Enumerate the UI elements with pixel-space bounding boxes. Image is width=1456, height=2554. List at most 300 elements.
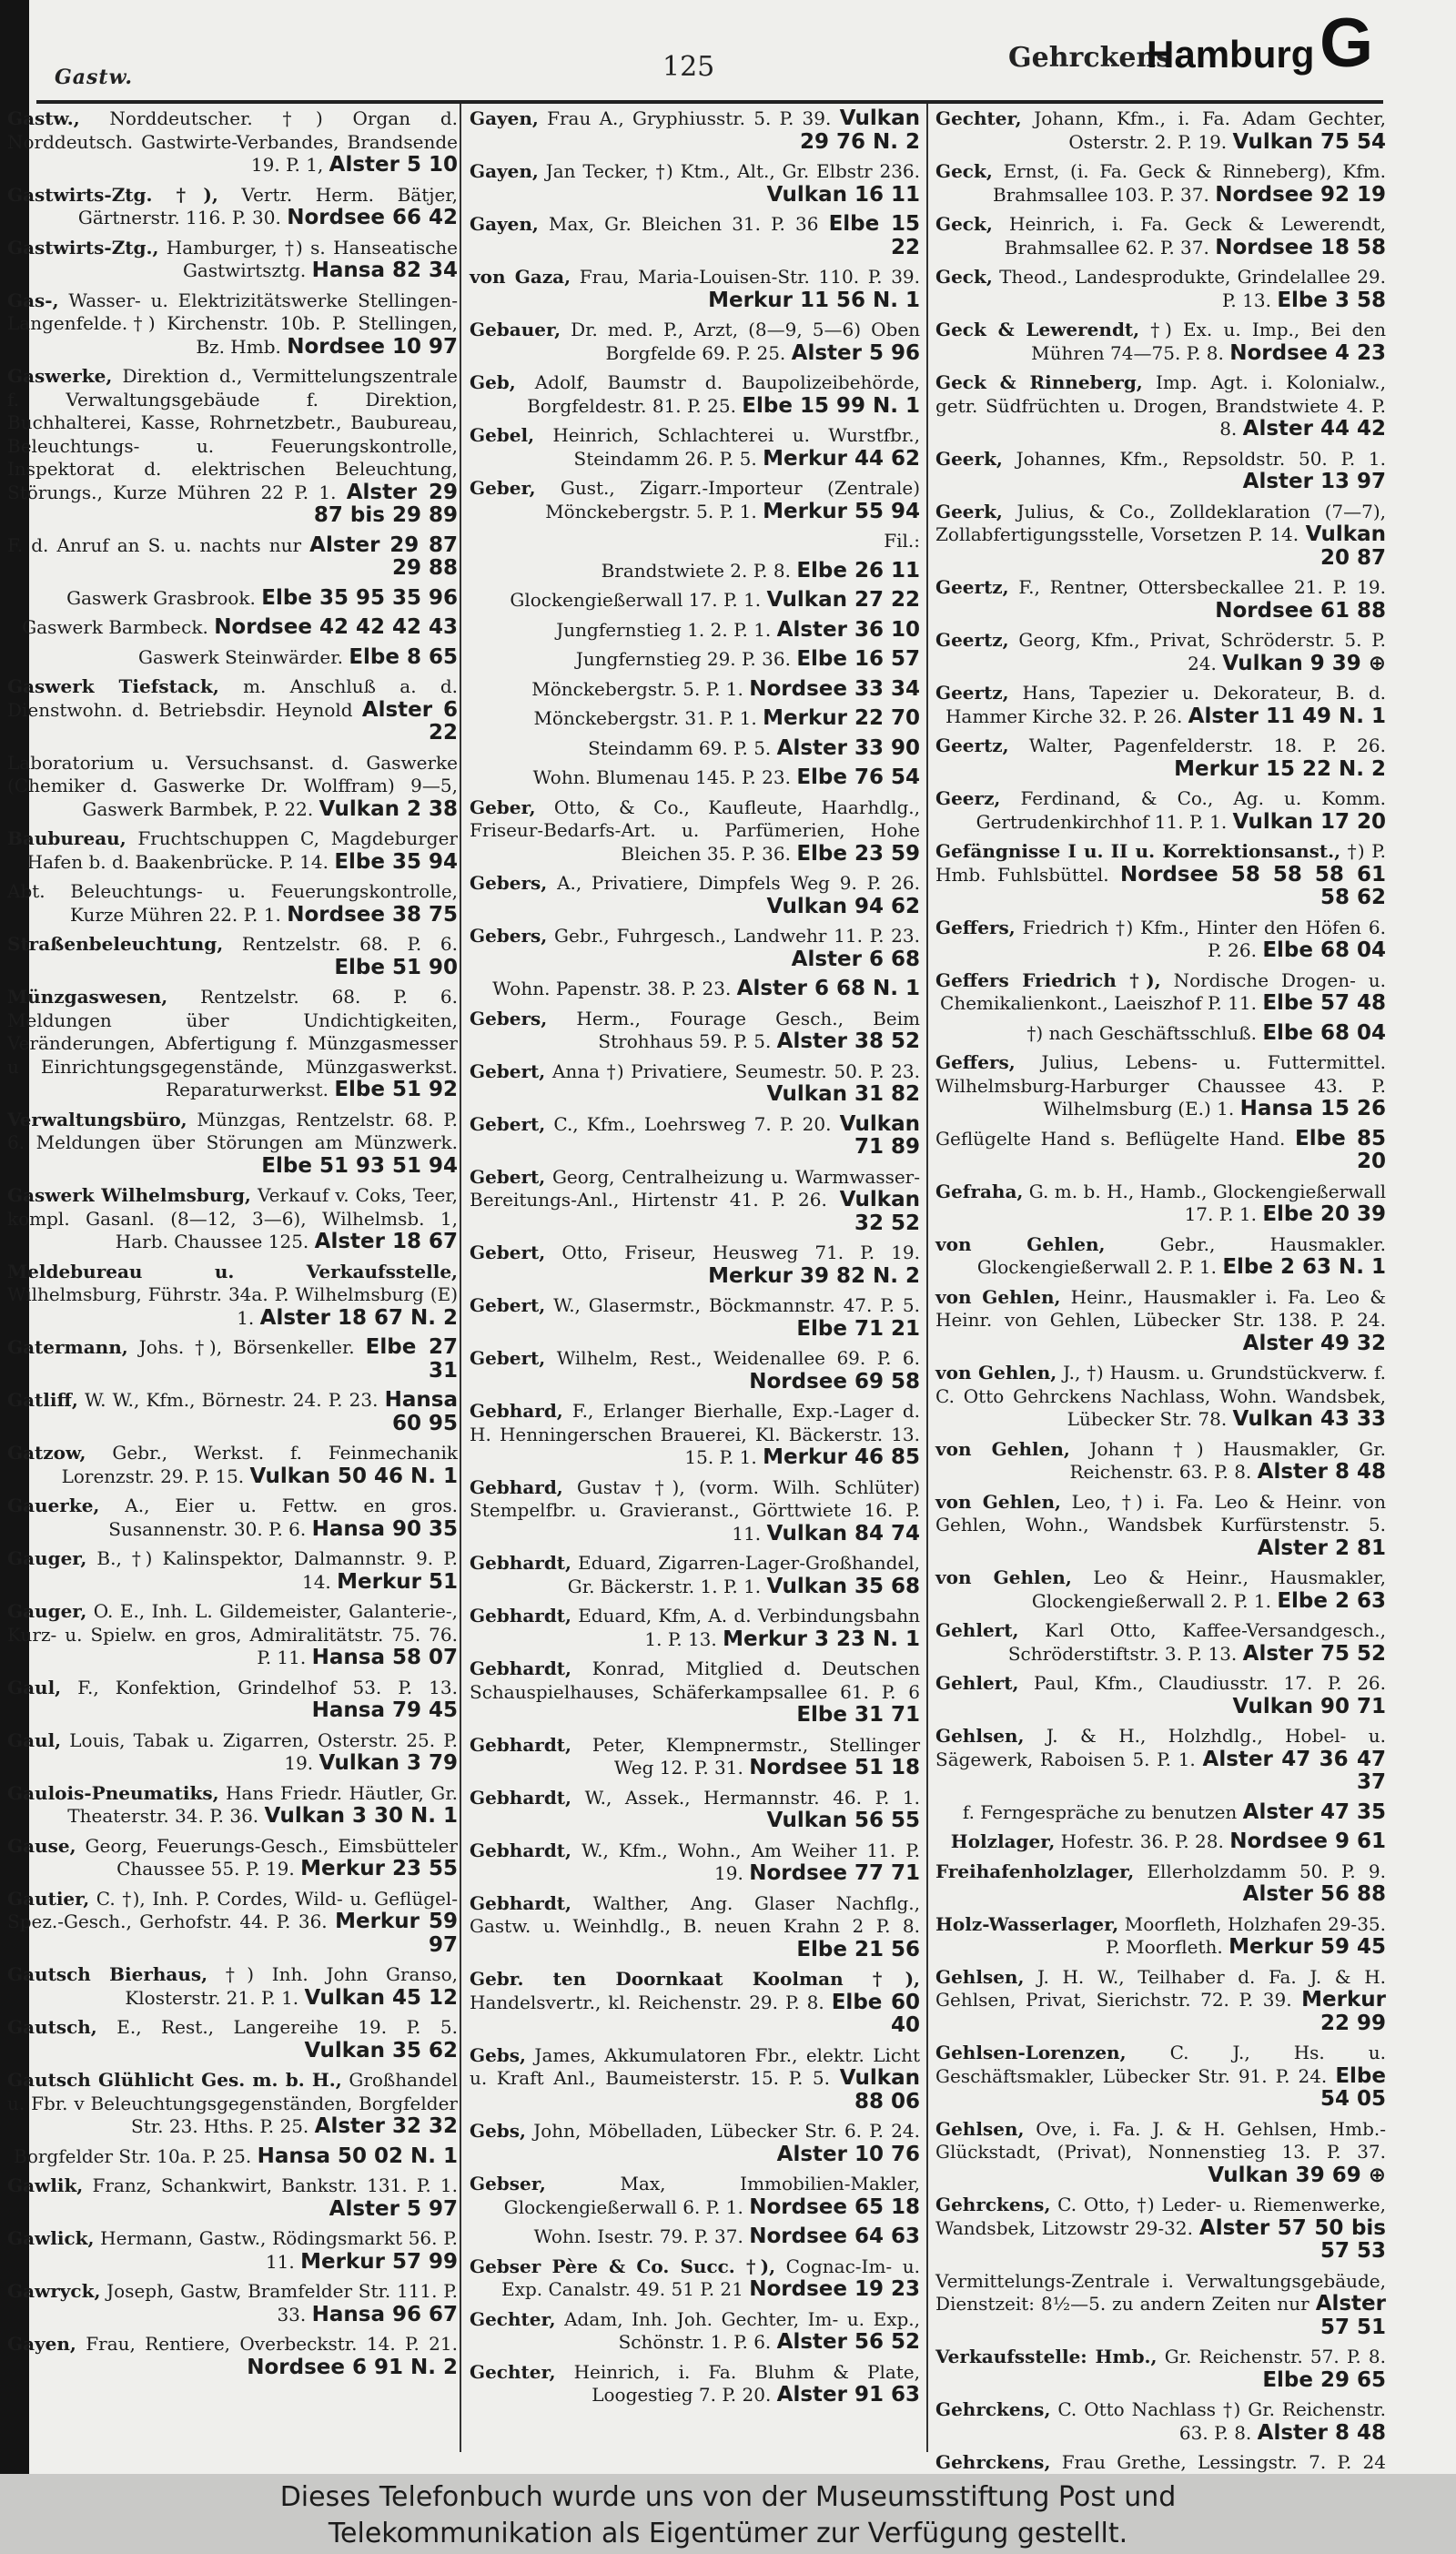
directory-entry: Laboratorium u. Versuchsanst. d. Gaswerke (Chemiker d. Gaswerke Dr. Wolffram) 9—5, Gaswerk Barmbek, P. 22. Vulkan 2 38 (7, 751, 458, 821)
entry-phone-number: Merkur 11 56 N. 1 (708, 288, 920, 312)
entry-phone-number: Vulkan 20 87 (1305, 522, 1386, 570)
entry-phone-number: Elbe 16 57 (796, 647, 920, 671)
entry-name: Gebert, (470, 1347, 546, 1369)
entry-phone-number: Elbe 68 04 (1262, 1020, 1386, 1045)
entry-name: Gebers, (470, 925, 548, 947)
directory-entry: Holzlager, Hofestr. 36. P. 28. Nordsee 9 61 (950, 1829, 1386, 1853)
entry-name: Gebel, (470, 424, 535, 446)
directory-entry: Jungfernstieg 29. P. 36. Elbe 16 57 (575, 647, 920, 671)
entry-phone-number: Elbe 51 92 (334, 1078, 458, 1101)
entry-phone-number: Merkur 3 23 N. 1 (723, 1627, 920, 1651)
entry-name: Gawlik, (7, 2174, 84, 2196)
entry-phone-number: Hansa 90 35 (311, 1516, 458, 1541)
directory-entry: Gaulois-Pneumatiks, Hans Friedr. Häutler, Gr. Theaterstr. 34. P. 36. Vulkan 3 30 N. 1 (7, 1781, 458, 1828)
entry-phone-number: Nordsee 38 75 (287, 902, 458, 927)
entry-name: Gaswerke, (7, 365, 113, 387)
directory-entry: Geck, Ernst, (i. Fa. Geck & Rinneberg), Kfm. Brahmsallee 103. P. 37. Nordsee 92 19 (935, 160, 1386, 207)
entry-name: Geerk, (935, 447, 1003, 470)
entry-phone-number: Vulkan 45 12 (304, 1985, 458, 2010)
entry-phone-number: Vulkan 9 39 ⊕ (1222, 651, 1386, 675)
entry-phone-number: Vulkan 3 30 N. 1 (264, 1804, 458, 1828)
entry-phone-number: Merkur 59 97 (335, 1910, 458, 1957)
directory-entry: Abt. Beleuchtungs- u. Feuerungskontrolle, Kurze Mühren 22. P. 1. Nordsee 38 75 (7, 880, 458, 927)
directory-entry: Wohn. Isestr. 79. P. 37. Nordsee 64 63 (533, 2225, 920, 2248)
entry-phone-number: Vulkan 90 71 (1232, 1694, 1386, 1718)
directory-entry: Geck & Rinneberg, Imp. Agt. i. Kolonialw., getr. Südfrüchten u. Drogen, Brandstwiete 4. P. 8. Alster 44 42 (935, 371, 1386, 441)
entry-phone-number: Vulkan 17 20 (1232, 809, 1386, 834)
entry-name: Gastwirts-Ztg., (7, 236, 159, 258)
footer-line-1: Dieses Telefonbuch wurde uns von der Museumsstiftung Post und (279, 2481, 1177, 2513)
directory-entry: Mönckebergstr. 31. P. 1. Merkur 22 70 (533, 706, 920, 730)
directory-entry: Gefraha, G. m. b. H., Hamb., Glockengießerwall 17. P. 1. Elbe 20 39 (935, 1180, 1386, 1226)
entry-phone-number: Alster 47 36 47 37 (1202, 1747, 1386, 1794)
entry-name: Gebert, (470, 1294, 546, 1316)
entry-name: Straßenbeleuchtung, (7, 933, 224, 955)
directory-entry: Gawlick, Hermann, Gastw., Rödingsmarkt 56. P. 11. Merkur 57 99 (7, 2227, 458, 2274)
directory-entry: Gaswerk Wilhelmsburg, Verkauf v. Coks, Teer, kompl. Gasanl. (8—12, 3—6), Wilhelmsb. 1, Harb. Chaussee 125. Alster 18 67 (7, 1184, 459, 1253)
entry-phone-number: Elbe 76 54 (796, 765, 920, 789)
directory-entry: Gebauer, Dr. med. P., Arzt, (8—9, 5—6) Oben Borgfelde 69. P. 25. Alster 5 96 (470, 319, 920, 365)
directory-entry: Gauger, B., †) Kalinspektor, Dalmannstr. 9. P. 14. Merkur 51 (7, 1547, 458, 1594)
entry-name: Gebers, (470, 1007, 548, 1029)
entry-phone-number: Merkur 55 94 (763, 499, 920, 523)
entry-phone-number: Alster 6 68 N. 1 (736, 977, 920, 1000)
entry-phone-number: Elbe 57 48 (1262, 991, 1386, 1015)
entry-phone-number: Vulkan 16 11 (766, 182, 920, 207)
entry-phone-number: Hansa 58 07 (311, 1646, 458, 1669)
entry-name: Verkaufsstelle: Hmb., (935, 2346, 1158, 2367)
entry-phone-number: Hansa 82 34 (311, 258, 458, 282)
entry-phone-number: Merkur 23 55 (300, 1857, 458, 1880)
entry-phone-number: Hansa 60 95 (384, 1388, 458, 1435)
directory-entry: Gatermann, Johs. †), Börsenkeller. Elbe 27 31 (7, 1335, 458, 1383)
entry-phone-number: Nordsee 33 34 (749, 676, 920, 701)
entry-name: Gebert, (470, 1242, 546, 1263)
entry-phone-number: Alster 6 22 (361, 697, 458, 745)
directory-entry: Fil.: (884, 530, 920, 552)
entry-phone-number: Alster 38 52 (776, 1029, 920, 1053)
entry-name: Gautsch Bierhaus, (7, 1963, 208, 1985)
entry-phone-number: Elbe 27 31 (365, 1335, 458, 1383)
directory-entry: Gebert, Otto, Friseur, Heusweg 71. P. 19. Merkur 39 82 N. 2 (470, 1242, 920, 1288)
directory-entry: Gas-, Wasser- u. Elektrizitätswerke Stellingen-Langenfelde.†) Kirchenstr. 10b. P. Stellingen, Bz. Hmb. Nordsee 10 97 (7, 289, 458, 359)
directory-entry: Gebs, John, Möbelladen, Lübecker Str. 6. P. 24. Alster 10 76 (470, 2120, 920, 2166)
entry-name: Geck, (935, 213, 993, 235)
entry-name: Gebhardt, (470, 1786, 572, 1809)
entry-phone-number: Alster 44 42 (1242, 417, 1386, 441)
entry-name: Gechter, (470, 2307, 556, 2330)
directory-entry: Gebhardt, Konrad, Mitglied d. Deutschen Schauspielhauses, Schäferkampsallee 61. P. 6 Elbe 31 71 (470, 1657, 920, 1727)
directory-entry: von Gehlen, J., †) Hausm. u. Grundstückverw. f. C. Otto Gehrckens Nachlass, Wohn. Wandsbek, Lübecker Str. 78. Vulkan 43 33 (935, 1362, 1386, 1431)
entry-phone-number: Elbe 15 22 (828, 212, 920, 259)
directory-entry: Münzgaswesen, Rentzelstr. 68. P. 6. Meldungen über Undichtigkeiten, Veränderungen, Abfertigung f. Münzgasmesser u Einrichtungsgegenstände, Münzgaswerkst. Reparaturwerkst. Elbe 51 92 (7, 986, 458, 1101)
directory-entry: Holz-Wasserlager, Moorfleth, Holzhafen 29-35. P. Moorfleth. Merkur 59 45 (935, 1912, 1386, 1959)
entry-phone-number: Alster 11 49 N. 1 (1188, 704, 1386, 728)
entry-phone-number: Nordsee 42 42 42 43 (214, 615, 458, 639)
entry-name: Gebhardt, (470, 1552, 572, 1574)
entry-phone-number: Alster 29 87 29 88 (309, 532, 458, 580)
directory-entry: Gebert, Georg, Centralheizung u. Warmwasser-Bereitungs-Anl., Hirtenstr 41. P. 26. Vulkan 32 52 (470, 1165, 920, 1235)
directory-entry: Gastw., Norddeutscher. †) Organ d. Norddeutsch. Gastwirte-Verbandes, Brandsende 19. P. 1, Alster 5 10 (7, 107, 458, 177)
directory-entry: Gaswerk Barmbeck. Nordsee 42 42 42 43 (22, 615, 458, 639)
entry-name: Freihafenholzlager, (935, 1860, 1135, 1882)
directory-entry: Gechter, Adam, Inh. Joh. Gechter, Im- u. Exp., Schönstr. 1. P. 6. Alster 56 52 (470, 2307, 920, 2354)
entry-phone-number: Alster 57 51 (1315, 2292, 1386, 2339)
entry-phone-number: Vulkan 31 82 (766, 1082, 920, 1106)
entry-name: Geertz, (935, 629, 1009, 651)
directory-entry: Baubureau, Fruchtschuppen C, Magdeburger Hafen b. d. Baakenbrücke. P. 14. Elbe 35 94 (7, 827, 458, 874)
entry-name: Gause, (7, 1834, 76, 1857)
entry-name: Gatliff, (7, 1389, 78, 1411)
header-rule (36, 100, 1383, 104)
directory-entry: von Gehlen, Heinr., Hausmakler i. Fa. Leo & Heinr. von Gehlen, Lübecker Str. 138. P. 24. Alster 49 32 (935, 1285, 1387, 1355)
entry-name: Gebs, (470, 2043, 527, 2066)
directory-entry: Gehlsen, Ove, i. Fa. J. & H. Gehlsen, Hmb.-Glückstadt, (Privat), Nonnenstieg 13. P. 37. Vulkan 39 69 ⊕ (935, 2117, 1386, 2187)
directory-entry: Gatzow, Gebr., Werkst. f. Feinmechanik Lorenzstr. 29. P. 15. Vulkan 50 46 N. 1 (7, 1442, 458, 1488)
directory-entry: Gayen, Frau A., Gryphiusstr. 5. P. 39. Vulkan 29 76 N. 2 (470, 106, 920, 154)
entry-phone-number: Vulkan 84 74 (766, 1521, 920, 1546)
entry-name: Gebhardt, (470, 1657, 572, 1679)
entry-name: Gautsch, (7, 2016, 97, 2038)
entry-name: Gehrckens, (935, 2194, 1051, 2215)
entry-name: Gebert, (470, 1059, 546, 1082)
directory-entry: Geck & Lewerendt, †) Ex. u. Imp., Bei den Mühren 74—75. P. 8. Nordsee 4 23 (935, 319, 1386, 365)
entry-phone-number: Merkur 57 99 (300, 2249, 458, 2274)
directory-entry: Geertz, Georg, Kfm., Privat, Schröderstr. 5. P. 24. Vulkan 9 39 ⊕ (935, 629, 1386, 675)
entry-phone-number: Vulkan 32 52 (839, 1188, 920, 1235)
entry-name: von Gehlen, (935, 1490, 1061, 1513)
entry-phone-number: Nordsee 58 58 58 61 58 62 (1120, 862, 1386, 909)
entry-name: Gebers, (470, 872, 548, 894)
directory-entry: Gehlsen, J. & H., Holzhdlg., Hobel- u. Sägewerk, Raboisen 5. P. 1. Alster 47 36 47 37 (935, 1725, 1386, 1794)
entry-phone-number: Alster 57 50 bis 57 53 (1198, 2215, 1386, 2263)
directory-entry: Brandstwiete 2. P. 8. Elbe 26 11 (601, 558, 920, 583)
directory-entry: Gaul, Louis, Tabak u. Zigarren, Osterstr. 25. P. 19. Vulkan 3 79 (7, 1728, 458, 1775)
entry-name: Gauger, (7, 1547, 87, 1569)
entry-name: Gebauer, (470, 319, 561, 340)
column-divider (926, 104, 928, 2452)
entry-phone-number: Alster 6 68 (791, 947, 920, 971)
entry-name: Geber, (470, 796, 536, 818)
entry-phone-number: Alster 47 35 (1242, 1799, 1386, 1824)
directory-entry: Gebhardt, Peter, Klempnermstr., Stellinger Weg 12. P. 31. Nordsee 51 18 (470, 1733, 920, 1779)
directory-entry: Geertz, Hans, Tapezier u. Dekorateur, B. d. Hammer Kirche 32. P. 26. Alster 11 49 N. 1 (935, 682, 1386, 728)
entry-name: Gaul, (7, 1676, 62, 1698)
directory-entry: Gebhardt, W., Assek., Hermannstr. 46. P. 1. Vulkan 56 55 (470, 1786, 920, 1832)
directory-entry: Gayen, Max, Gr. Bleichen 31. P. 36 Elbe 15 22 (470, 212, 920, 259)
directory-entry: Gause, Georg, Feuerungs-Gesch., Eimsbütteler Chaussee 55. P. 19. Merkur 23 55 (7, 1834, 458, 1880)
entry-name: Verwaltungsbüro, (7, 1108, 187, 1130)
entry-name: Gehrckens, (935, 2451, 1051, 2473)
entry-phone-number: Vulkan 27 22 (766, 588, 920, 612)
entry-phone-number: Vulkan 3 79 (318, 1751, 458, 1775)
entry-name: Gastwirts-Ztg. †), (7, 183, 218, 206)
directory-entry: Steindamm 69. P. 5. Alster 33 90 (588, 735, 920, 760)
entry-phone-number: Vulkan 29 76 N. 2 (799, 106, 920, 154)
directory-entry: Gefängnisse I u. II u. Korrektionsanst., †) P. Hmb. Fuhlsbüttel. Nordsee 58 58 58 61 58 62 (935, 840, 1386, 909)
entry-phone-number: Merkur 46 85 (763, 1445, 920, 1469)
header-letter: G (1320, 5, 1374, 82)
entry-phone-number: Elbe 51 93 51 94 (261, 1153, 458, 1178)
directory-entry: Geber, Gust., Zigarr.-Importeur (Zentrale) Mönckebergstr. 5. P. 1. Merkur 55 94 (470, 477, 920, 523)
entry-name: von Gehlen, (935, 1566, 1072, 1588)
entry-name: Gechter, (935, 107, 1022, 129)
directory-entry: Gautier, C. †), Inh. P. Cordes, Wild- u. Geflügel-Spez.-Gesch., Gerhofstr. 44. P. 36. Merkur 59 97 (7, 1887, 458, 1957)
entry-phone-number: Elbe 8 65 (349, 644, 458, 669)
entry-name: Gebs, (470, 2120, 527, 2142)
directory-entry: Verwaltungsbüro, Münzgas, Rentzelstr. 68. P. 6. Meldungen über Störungen am Münzwerk. Elbe 51 93 51 94 (7, 1108, 458, 1178)
directory-entry: Geffers, Julius, Lebens- u. Futtermittel. Wilhelmsburg-Harburger Chaussee 43. P. Wilhelmsburg (E.) 1. Hansa 15 26 (935, 1051, 1386, 1120)
entry-phone-number: Merkur 22 70 (763, 706, 920, 730)
directory-entry: Gautsch, E., Rest., Langereihe 19. P. 5. Vulkan 35 62 (7, 2016, 458, 2062)
entry-name: Geck, (935, 160, 993, 182)
directory-entry: Geck, Heinrich, i. Fa. Geck & Lewerendt, Brahmsallee 62. P. 37. Nordsee 18 58 (935, 213, 1386, 259)
entry-phone-number: Merkur 22 99 (1301, 1988, 1386, 2035)
entry-name: Gayen, (7, 2333, 76, 2355)
entry-phone-number: Nordsee 9 61 (1229, 1829, 1386, 1853)
entry-phone-number: Nordsee 10 97 (287, 334, 458, 359)
entry-name: Gefraha, (935, 1180, 1024, 1202)
directory-entry: Gechter, Heinrich, i. Fa. Bluhm & Plate, Loogestieg 7. P. 20. Alster 91 63 (470, 2360, 920, 2407)
directory-entry: Mönckebergstr. 5. P. 1. Nordsee 33 34 (531, 676, 920, 701)
entry-phone-number: Nordsee 51 18 (749, 1756, 920, 1779)
directory-entry: von Gehlen, Leo, †) i. Fa. Leo & Heinr. von Gehlen, Wohn., Wandsbek Kurfürstenstr. 5. Alster 2 81 (935, 1490, 1386, 1560)
entry-name: Gatzow, (7, 1442, 86, 1464)
directory-entry: Gebert, Wilhelm, Rest., Weidenallee 69. P. 6. Nordsee 69 58 (470, 1347, 920, 1394)
entry-name: Gaulois-Pneumatiks, (7, 1781, 219, 1804)
directory-entry: Gechter, Johann, Kfm., i. Fa. Adam Gechter, Osterstr. 2. P. 19. Vulkan 75 54 (935, 107, 1386, 154)
directory-entry: Gawlik, Franz, Schankwirt, Bankstr. 131. P. 1. Alster 5 97 (7, 2174, 458, 2221)
entry-phone-number: Nordsee 92 19 (1215, 182, 1386, 207)
directory-entry: Geffers, Friedrich †) Kfm., Hinter den Höfen 6. P. 26. Elbe 68 04 (935, 916, 1386, 962)
directory-entry: Gautsch Glühlicht Ges. m. b. H., Großhandel u. Fbr. v Beleuchtungsgegenständen, Borgfelder Str. 23. Hths. P. 25. Alster 32 32 (7, 2069, 459, 2138)
entry-name: Gehlsen, (935, 2117, 1025, 2140)
directory-entry: Meldebureau u. Verkaufsstelle, Wilhelmsburg, Führstr. 34a. P. Wilhelmsburg (E) 1. Alster 18 67 N. 2 (7, 1260, 458, 1330)
entry-name: Gebhard, (470, 1400, 563, 1422)
entry-phone-number: Alster 2 81 (1257, 1535, 1386, 1560)
directory-entry: Freihafenholzlager, Ellerholzdamm 50. P. 9. Alster 56 88 (935, 1860, 1386, 1906)
entry-name: Gaswerk Wilhelmsburg, (7, 1184, 251, 1206)
directory-entry: Geber, Otto, & Co., Kaufleute, Haarhdlg., Friseur-Bedarfs-Art. u. Parfümerien, Hohe Bleichen 35. P. 36. Elbe 23 59 (470, 796, 920, 866)
entry-name: Gebhard, (470, 1475, 563, 1498)
entry-phone-number: Elbe 23 59 (796, 841, 920, 866)
page-header (0, 0, 1456, 100)
entry-name: Gehlsen, (935, 1965, 1025, 1988)
directory-entry: Gauger, O. E., Inh. L. Gildemeister, Galanterie-, Kurz- u. Spielw. en gros, Admiralitätstr. 75. 76. P. 11. Hansa 58 07 (7, 1600, 458, 1669)
entry-phone-number: Alster 33 90 (776, 735, 920, 760)
footer-line-2: Telekommunikation als Eigentümer zur Verfügung gestellt. (328, 2518, 1128, 2549)
directory-entry: Borgfelder Str. 10a. P. 25. Hansa 50 02 N. 1 (14, 2144, 458, 2168)
entry-name: von Gehlen, (935, 1362, 1057, 1383)
directory-entry: Gehrckens, C. Otto, †) Leder- u. Riemenwerke, Wandsbek, Litzowstr 29-32. Alster 57 50 bis 57 53 (935, 2194, 1386, 2263)
directory-entry: Gebhardt, Eduard, Zigarren-Lager-Großhandel, Gr. Bäckerstr. 1. P. 1. Vulkan 35 68 (470, 1552, 920, 1598)
directory-entry: Wohn. Blumenau 145. P. 23. Elbe 76 54 (532, 765, 920, 789)
directory-entry: Gebers, Herm., Fourage Gesch., Beim Strohhaus 59. P. 5. Alster 38 52 (470, 1007, 920, 1053)
directory-entry: Gebert, W., Glasermstr., Böckmannstr. 47. P. 5. Elbe 71 21 (470, 1294, 920, 1341)
entry-name: Geb, (470, 371, 516, 393)
directory-entry: Geffers Friedrich †), Nordische Drogen- u. Chemikalienkont., Laeiszhof P. 11. Elbe 57 48 (935, 968, 1386, 1015)
entry-name: Geertz, (935, 735, 1009, 756)
entry-phone-number: Alster 49 32 (1242, 1331, 1386, 1355)
directory-entry: Gebs, James, Akkumulatoren Fbr., elektr. Licht u. Kraft Anl., Baumeisterstr. 15. P. 5. Vulkan 88 06 (470, 2043, 920, 2113)
directory-entry: Geerk, Johannes, Kfm., Repsoldstr. 50. P. 1. Alster 13 97 (935, 447, 1386, 493)
header-section-label: Gastw. (55, 66, 133, 89)
directory-entry: Gastwirts-Ztg., Hamburger, †) s. Hanseatische Gastwirtsztg. Hansa 82 34 (7, 236, 458, 282)
directory-entry: Glockengießerwall 17. P. 1. Vulkan 27 22 (510, 588, 920, 612)
entry-phone-number: Alster 18 67 (314, 1230, 458, 1253)
directory-entry: Gaswerk Steinwärder. Elbe 8 65 (137, 644, 458, 669)
entry-phone-number: Hansa 50 02 N. 1 (257, 2144, 458, 2168)
entry-name: Gefängnisse I u. II u. Korrektionsanst., (935, 840, 1341, 862)
entry-name: Gechter, (470, 2360, 556, 2383)
entry-phone-number: Vulkan 35 62 (304, 2038, 458, 2062)
entry-phone-number: Alster 8 48 (1257, 2420, 1386, 2445)
entry-phone-number: Alster 32 32 (314, 2114, 458, 2138)
column-3 (935, 107, 1387, 2473)
directory-entry: Gebser Père & Co. Succ. †), Cognac-Im- u. Exp. Canalstr. 49. 51 P. 21 Nordsee 19 23 (470, 2255, 920, 2301)
entry-phone-number: Nordsee 65 18 (749, 2194, 920, 2219)
entry-name: Gauger, (7, 1600, 87, 1622)
column-1 (7, 107, 458, 2456)
entry-phone-number: Nordsee 61 88 (1215, 598, 1386, 623)
directory-entry: Gayen, Jan Tecker, †) Ktm., Alt., Gr. Elbstr 236. Vulkan 16 11 (470, 160, 920, 207)
directory-entry: Geck, Theod., Landesprodukte, Grindelallee 29. P. 13. Elbe 3 58 (935, 266, 1386, 312)
entry-name: Gebhardt, (470, 1891, 572, 1914)
entry-name: Gebr. ten Doornkaat Koolman †), (470, 1968, 920, 1990)
entry-phone-number: Alster 5 96 (791, 340, 920, 365)
entry-name: Geffers, (935, 1051, 1016, 1073)
directory-entry: Gebr. ten Doornkaat Koolman †), Handelsvertr., kl. Reichenstr. 29. P. 8. Elbe 60 40 (470, 1968, 920, 2037)
entry-name: Münzgaswesen, (7, 986, 168, 1008)
entry-phone-number: Vulkan 50 46 N. 1 (249, 1464, 458, 1488)
entry-phone-number: Alster 56 88 (1242, 1882, 1386, 1906)
entry-phone-number: Alster 18 67 N. 2 (259, 1305, 458, 1330)
entry-name: Gebhardt, (470, 1839, 572, 1861)
entry-name: Geck & Rinneberg, (935, 371, 1143, 393)
entry-phone-number: Elbe 71 21 (796, 1316, 920, 1341)
entry-phone-number: Vulkan 35 68 (766, 1574, 920, 1598)
entry-phone-number: Merkur 59 45 (1228, 1935, 1386, 1959)
entry-phone-number: Merkur 44 62 (763, 446, 920, 471)
entry-name: von Gehlen, (935, 1232, 1106, 1255)
entry-phone-number: Elbe 31 71 (796, 1703, 920, 1727)
entry-phone-number: Nordsee 69 58 (749, 1369, 920, 1394)
directory-entry: Gebert, C., Kfm., Loehrsweg 7. P. 20. Vulkan 71 89 (470, 1111, 920, 1159)
entry-name: von Gehlen, (935, 1437, 1070, 1460)
directory-entry: Gehlsen-Lorenzen, C. J., Hs. u. Geschäftsmakler, Lübecker Str. 91. P. 24. Elbe 54 05 (935, 2042, 1386, 2111)
entry-phone-number: Nordsee 18 58 (1215, 235, 1386, 259)
directory-entry: Geerz, Ferdinand, & Co., Ag. u. Komm. Gertrudenkirchhof 11. P. 1. Vulkan 17 20 (935, 787, 1386, 834)
directory-entry: Gatliff, W. W., Kfm., Börnestr. 24. P. 23. Hansa 60 95 (7, 1388, 458, 1435)
entry-name: von Gaza, (470, 266, 571, 288)
entry-phone-number: Alster 8 48 (1257, 1460, 1386, 1484)
directory-entry: Gawryck, Joseph, Gastw, Bramfelder Str. 111. P. 33. Hansa 96 67 (7, 2280, 458, 2326)
entry-phone-number: Hansa 15 26 (1239, 1097, 1386, 1120)
entry-name: Gatermann, (7, 1336, 128, 1358)
directory-entry: Gebhardt, Walther, Ang. Glaser Nachflg., Gastw. u. Weinhdlg., B. neuen Krahn 2 P. 8. Elbe 21 56 (470, 1891, 920, 1961)
entry-phone-number: Elbe 15 99 N. 1 (742, 393, 920, 418)
entry-name: Geck, (935, 266, 993, 288)
entry-name: Meldebureau u. Verkaufsstelle, (7, 1260, 458, 1282)
directory-entry: von Gaza, Frau, Maria-Louisen-Str. 110. P. 39. Merkur 11 56 N. 1 (470, 266, 920, 312)
entry-phone-number: Elbe 2 63 (1277, 1588, 1386, 1613)
entry-phone-number: Nordsee 66 42 (287, 206, 458, 229)
header-city: Hamburg (1147, 33, 1315, 76)
entry-phone-number: Elbe 68 04 (1262, 938, 1386, 962)
entry-name: Gastw., (7, 107, 80, 129)
directory-entry: Geb, Adolf, Baumstr d. Baupolizeibehörde, Borgfeldestr. 81. P. 25. Elbe 15 99 N. 1 (470, 371, 920, 418)
directory-entry: Geflügelte Hand s. Beflügelte Hand. Elbe 85 20 (935, 1126, 1386, 1173)
entry-name: Geerz, (935, 787, 1001, 809)
entry-name: Gayen, (470, 107, 539, 129)
directory-entry: Gebert, Anna †) Privatiere, Seumestr. 50. P. 23. Vulkan 31 82 (470, 1059, 920, 1106)
entry-name: Gebhardt, (470, 1605, 572, 1627)
entry-phone-number: Elbe 85 20 (1295, 1126, 1386, 1173)
directory-entry: Jungfernstieg 1. 2. P. 1. Alster 36 10 (556, 617, 920, 642)
entry-phone-number: Nordsee 64 63 (749, 2225, 920, 2248)
entry-name: Gawryck, (7, 2280, 101, 2302)
entry-phone-number: Merkur 39 82 N. 2 (708, 1263, 920, 1288)
directory-entry: Gaul, F., Konfektion, Grindelhof 53. P. 13. Hansa 79 45 (7, 1676, 458, 1722)
directory-entry: Wohn. Papenstr. 38. P. 23. Alster 6 68 N. 1 (492, 977, 920, 1000)
directory-entry: Gehlert, Karl Otto, Kaffee-Versandgesch., Schröderstiftstr. 3. P. 13. Alster 75 52 (935, 1619, 1386, 1666)
directory-entry: von Gehlen, Johann †) Hausmakler, Gr. Reichenstr. 63. P. 8. Alster 8 48 (935, 1437, 1386, 1484)
directory-entry: F. d. Anruf an S. u. nachts nur Alster 29 87 29 88 (7, 532, 458, 580)
entry-phone-number: Vulkan 94 62 (766, 894, 920, 918)
entry-phone-number: Vulkan 39 69 ⊕ (1208, 2163, 1386, 2187)
directory-entry: Gauerke, A., Eier u. Fettw. en gros. Susannenstr. 30. P. 6. Hansa 90 35 (7, 1495, 458, 1541)
entry-name: Gayen, (470, 213, 539, 235)
directory-entry: Gehrckens, Frau Grethe, Lessingstr. 7. P. 24 (935, 2451, 1386, 2498)
entry-name: Geerk, (935, 500, 1003, 522)
entry-phone-number: Alster 36 10 (776, 617, 920, 642)
entry-name: Gebert, (470, 1112, 546, 1135)
entry-phone-number: Alster 91 63 (776, 2383, 920, 2407)
entry-name: Gebert, (470, 1165, 546, 1188)
directory-entry: Gayen, Frau, Rentiere, Overbeckstr. 14. P. 21. Nordsee 6 91 N. 2 (7, 2333, 458, 2379)
directory-entry: von Gehlen, Gebr., Hausmakler. Glockengießerwall 2. P. 1. Elbe 2 63 N. 1 (935, 1232, 1386, 1279)
entry-name: Gehlsen-Lorenzen, (935, 2042, 1127, 2063)
entry-phone-number: Merkur 51 (337, 1569, 458, 1594)
entry-name: Baubureau, (7, 827, 126, 849)
entry-name: Geck & Lewerendt, (935, 319, 1140, 340)
entry-phone-number: Vulkan 2 38 (318, 796, 458, 821)
entry-name: Gebser Père & Co. Succ. †), (470, 2255, 776, 2277)
entry-phone-number: Vulkan 43 33 (1232, 1407, 1386, 1431)
page-number: 125 (662, 51, 715, 83)
page-footer (0, 2474, 1456, 2554)
entry-name: Gehlert, (935, 1672, 1019, 1694)
entry-name: Gebser, (470, 2173, 546, 2194)
entry-name: Gautier, (7, 1887, 90, 1910)
directory-entry: Gebser, Max, Immobilien-Makler, Glockengießerwall 6. P. 1. Nordsee 65 18 (470, 2173, 920, 2219)
directory-entry: Verkaufsstelle: Hmb., Gr. Reichenstr. 57. P. 8. Elbe 29 65 (935, 2346, 1387, 2392)
entry-name: Geffers Friedrich †), (935, 968, 1161, 991)
entry-name: Gehrckens, (935, 2398, 1051, 2420)
entry-name: Geber, (470, 477, 536, 499)
column-2 (470, 107, 920, 2456)
entry-phone-number: Alster 5 10 (329, 153, 458, 177)
entry-name: Gauerke, (7, 1495, 100, 1516)
entry-name: Gawlick, (7, 2227, 95, 2249)
directory-entry: Gebers, A., Privatiere, Dimpfels Weg 9. P. 26. Vulkan 94 62 (470, 872, 920, 918)
directory-entry: Gebhard, F., Erlanger Bierhalle, Exp.-Lager d. H. Henningerschen Brauerei, Kl. Bäckerstr. 13. 15. P. 1. Merkur 46 85 (470, 1400, 920, 1469)
directory-entry: von Gehlen, Leo & Heinr., Hausmakler, Glockengießerwall 2. P. 1. Elbe 2 63 (935, 1566, 1386, 1613)
entry-phone-number: Elbe 21 56 (796, 1937, 920, 1961)
entry-phone-number: Vulkan 75 54 (1232, 129, 1386, 154)
directory-entry: Gebhardt, W., Kfm., Wohn., Am Weiher 11. P. 19. Nordsee 77 71 (470, 1839, 920, 1885)
directory-entry: Straßenbeleuchtung, Rentzelstr. 68. P. 6. Elbe 51 90 (7, 933, 458, 979)
